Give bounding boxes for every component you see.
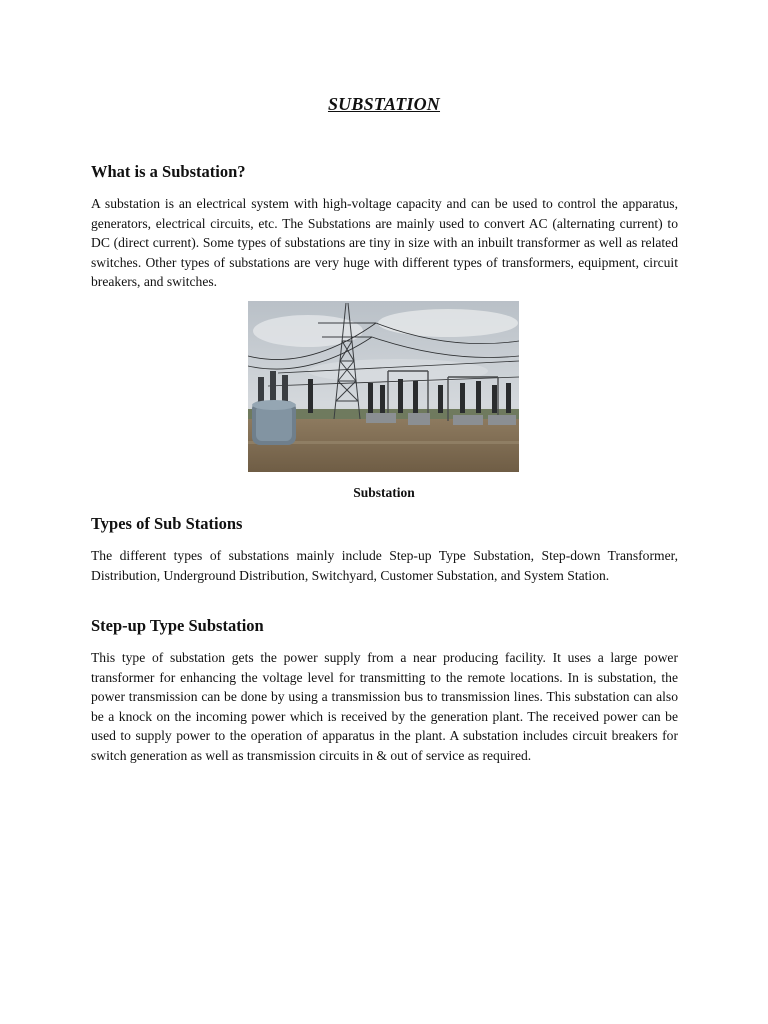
- section-body-what-is: A substation is an electrical system with high-voltage capacity and can be used to control the apparatus, generators, electrical circuits, etc. The Substations are mainly used to convert AC (alternating current) to DC (direct current). Some types of substations are tiny in size with an inbuilt transformer as well as related switches. Other types of substations are very huge with different types of transformers, equipment, circuit breakers, and switches.: [91, 196, 678, 290]
- section-body-types: The different types of substations mainly include Step-up Type Substation, Step-down Transformer, Distribution, Underground Distribution, Switchyard, Customer Substation, and System Station.: [91, 548, 678, 583]
- figure-caption: Substation: [353, 485, 415, 500]
- section-heading-what-is: What is a Substation?: [91, 162, 246, 181]
- page-title: SUBSTATION: [327, 94, 441, 114]
- section-heading-types: Types of Sub Stations: [91, 514, 243, 533]
- section-body-step-up: This type of substation gets the power supply from a near producing facility. It uses a large power transformer for enhancing the voltage level for transmitting to the remote locations. In is substation, the power transmission can be done by using a transmission bus to transmission lines. This substation can also be a knock on the incoming power which is received by the generation plant. The received power can be used to supply power to the operation of apparatus in the plant. A substation includes circuit breakers for switch generation as well as transmission circuits in & out of service as required.: [91, 650, 678, 763]
- substation-photo: [248, 301, 519, 472]
- section-heading-step-up: Step-up Type Substation: [91, 616, 264, 635]
